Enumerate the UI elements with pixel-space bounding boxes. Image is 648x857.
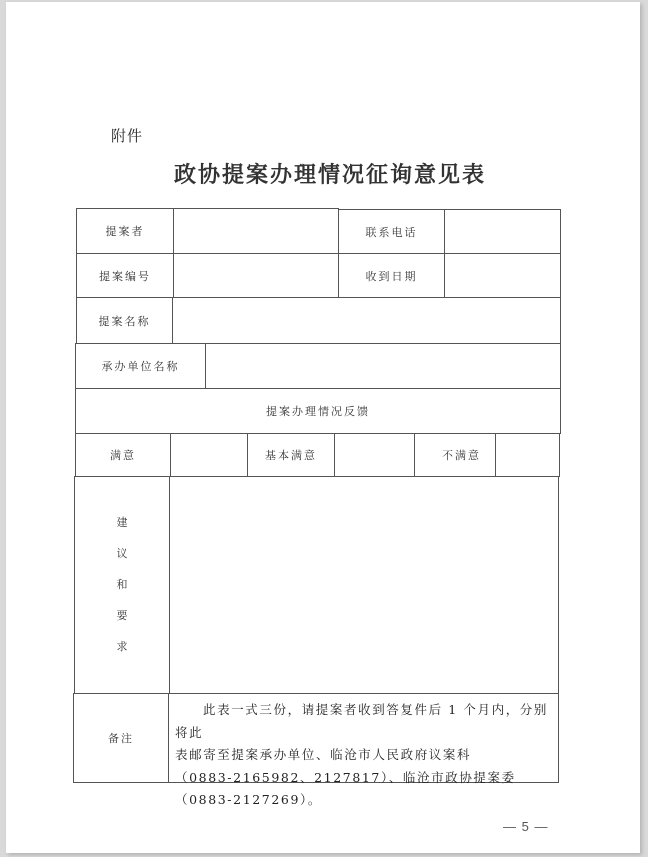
remarks-line: （0883-2165982、2127817）、临沧市政协提案委 [175,769,516,785]
proposer-field[interactable] [173,208,339,254]
document-page [6,2,640,853]
dissatisfied-field[interactable] [495,433,560,477]
remarks-line [175,699,554,744]
suggestions-label-char: 建 [116,516,128,529]
suggestions-field[interactable] [169,476,559,694]
remarks-label: 备注 [73,693,169,783]
proposal-number-field[interactable] [173,253,339,298]
page-number: — 5 — [503,819,549,834]
suggestions-label-char: 议 [116,547,128,560]
satisfied-label: 满意 [75,433,171,477]
remarks-line: 表邮寄至提案承办单位、临沧市人民政府议案科 [175,747,472,762]
document-title: 政协提案办理情况征询意见表 [174,162,487,188]
remarks-line-text: 此表一式三份，请提案者收到答复件后 1 个月内，分别将此 [175,702,549,740]
proposal-name-field[interactable] [172,297,561,344]
handling-unit-field[interactable] [205,343,561,389]
suggestions-label [74,476,170,694]
remarks-text [168,693,559,807]
received-date-label: 收到日期 [338,253,445,298]
attachment-label: 附件 [111,127,144,145]
basically-satisfied-label: 基本满意 [247,433,335,477]
feedback-section-header: 提案办理情况反馈 [75,388,561,434]
received-date-field[interactable] [444,253,561,298]
suggestions-label-char: 和 [116,578,128,591]
handling-unit-label: 承办单位名称 [75,343,206,389]
contact-phone-field[interactable] [444,209,561,254]
basically-satisfied-field[interactable] [334,433,415,477]
proposer-label: 提案者 [76,208,174,254]
suggestions-label-char: 要 [116,609,128,622]
satisfied-field[interactable] [170,433,248,477]
proposal-number-label: 提案编号 [76,253,174,298]
remarks-line: （0883-2127269）。 [175,792,322,807]
suggestions-label-char: 求 [116,640,128,653]
contact-phone-label: 联系电话 [338,209,445,254]
dissatisfied-label: 不满意 [414,433,496,477]
proposal-name-label: 提案名称 [76,297,173,344]
